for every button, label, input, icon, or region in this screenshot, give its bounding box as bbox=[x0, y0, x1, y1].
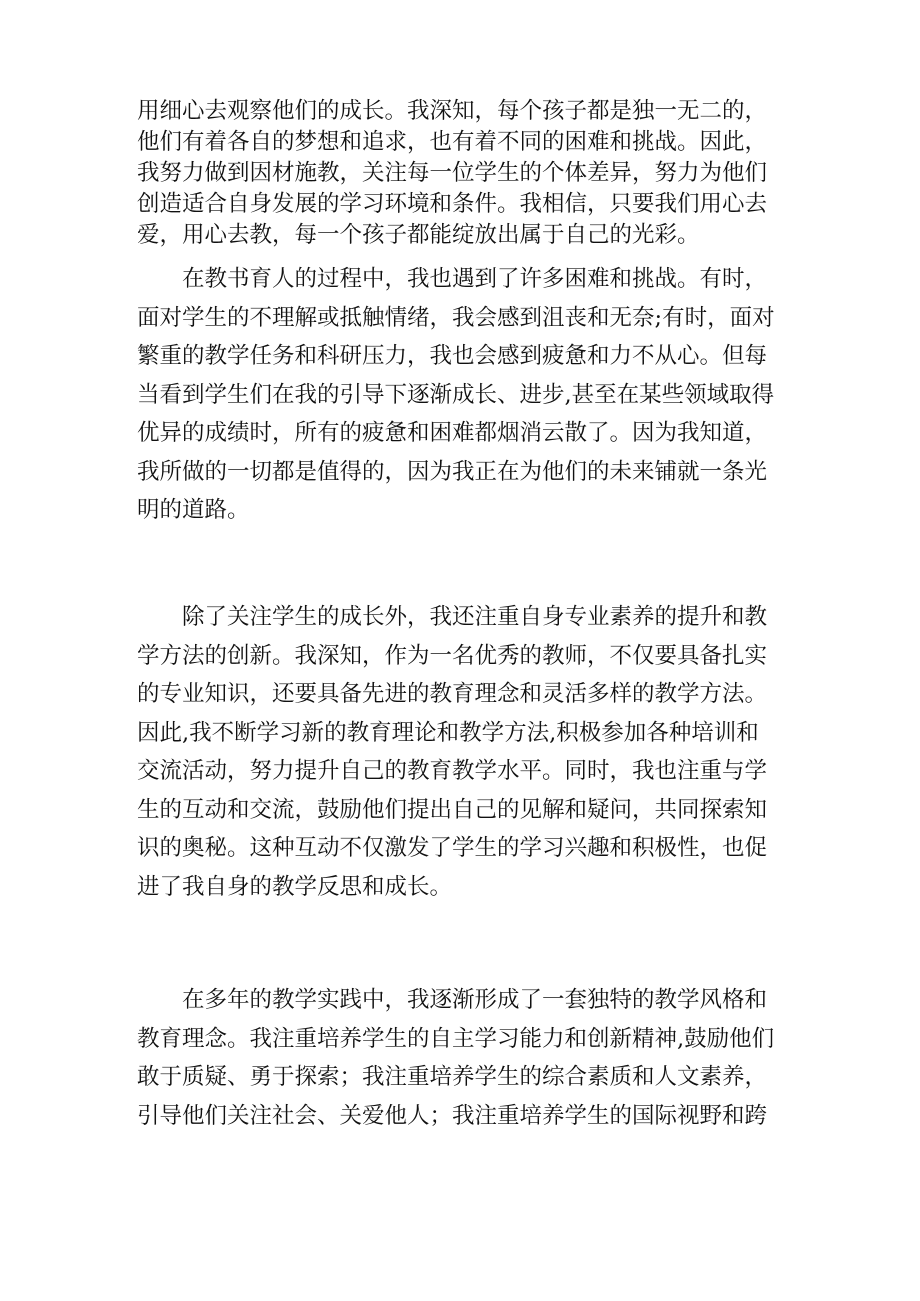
text-line: 因此,我不断学习新的教育理论和教学方法,积极参加各种培训和 bbox=[137, 719, 759, 746]
text-line: 交流活动，努力提升自己的教育教学水平。同时，我也注重与学 bbox=[137, 758, 768, 784]
paragraph-professional-growth bbox=[137, 598, 787, 906]
text-line: 识的奥秘。这种互动不仅激发了学生的学习兴趣和积极性，也促 bbox=[137, 835, 768, 861]
text-line: 教育理念。我注重培养学生的自主学习能力和创新精神,鼓励他们 bbox=[137, 1025, 775, 1052]
text-line: 我努力做到因材施教，关注每一位学生的个体差异，努力为他们 bbox=[137, 160, 768, 186]
paragraph-teaching-style bbox=[137, 981, 787, 1135]
text-line: 他们有着各自的梦想和追求，也有着不同的困难和挑战。因此， bbox=[137, 129, 768, 155]
text-line: 在教书育人的过程中，我也遇到了许多困难和挑战。有时， bbox=[182, 266, 768, 292]
text-line: 明的道路。 bbox=[137, 497, 250, 523]
paragraph-difficulties bbox=[137, 260, 787, 530]
text-line: 引导他们关注社会、关爱他人；我注重培养学生的国际视野和跨 bbox=[137, 1102, 768, 1129]
text-line: 爱，用心去教，每一个孩子都能绽放出属于自己的光彩。 bbox=[137, 222, 700, 248]
text-line: 繁重的教学任务和科研压力，我也会感到疲惫和力不从心。但每 bbox=[137, 343, 768, 369]
text-line: 除了关注学生的成长外，我还注重自身专业素养的提升和教 bbox=[182, 604, 768, 630]
text-line: 当看到学生们在我的引导下逐渐成长、进步,甚至在某些领域取得 bbox=[137, 381, 775, 408]
text-line: 面对学生的不理解或抵触情绪，我会感到沮丧和无奈;有时，面对 bbox=[137, 304, 775, 331]
text-line: 生的互动和交流，鼓励他们提出自己的见解和疑问，共同探索知 bbox=[137, 796, 768, 823]
text-line: 敢于质疑、勇于探索；我注重培养学生的综合素质和人文素养， bbox=[137, 1064, 768, 1090]
text-line: 我所做的一切都是值得的，因为我正在为他们的未来铺就一条光 bbox=[137, 458, 768, 485]
text-line: 优异的成绩时，所有的疲惫和困难都烟消云散了。因为我知道， bbox=[137, 420, 768, 446]
text-line: 进了我自身的教学反思和成长。 bbox=[137, 873, 453, 900]
text-line: 创造适合自身发展的学习环境和条件。我相信，只要我们用心去 bbox=[137, 191, 768, 217]
text-line: 用细心去观察他们的成长。我深知，每个孩子都是独一无二的， bbox=[137, 98, 768, 124]
text-line: 的专业知识，还要具备先进的教育理念和灵活多样的教学方法。 bbox=[137, 681, 768, 707]
paragraph-continued bbox=[137, 96, 787, 251]
text-line: 在多年的教学实践中，我逐渐形成了一套独特的教学风格和 bbox=[182, 987, 768, 1013]
text-line: 学方法的创新。我深知，作为一名优秀的教师，不仅要具备扎实 bbox=[137, 642, 768, 669]
